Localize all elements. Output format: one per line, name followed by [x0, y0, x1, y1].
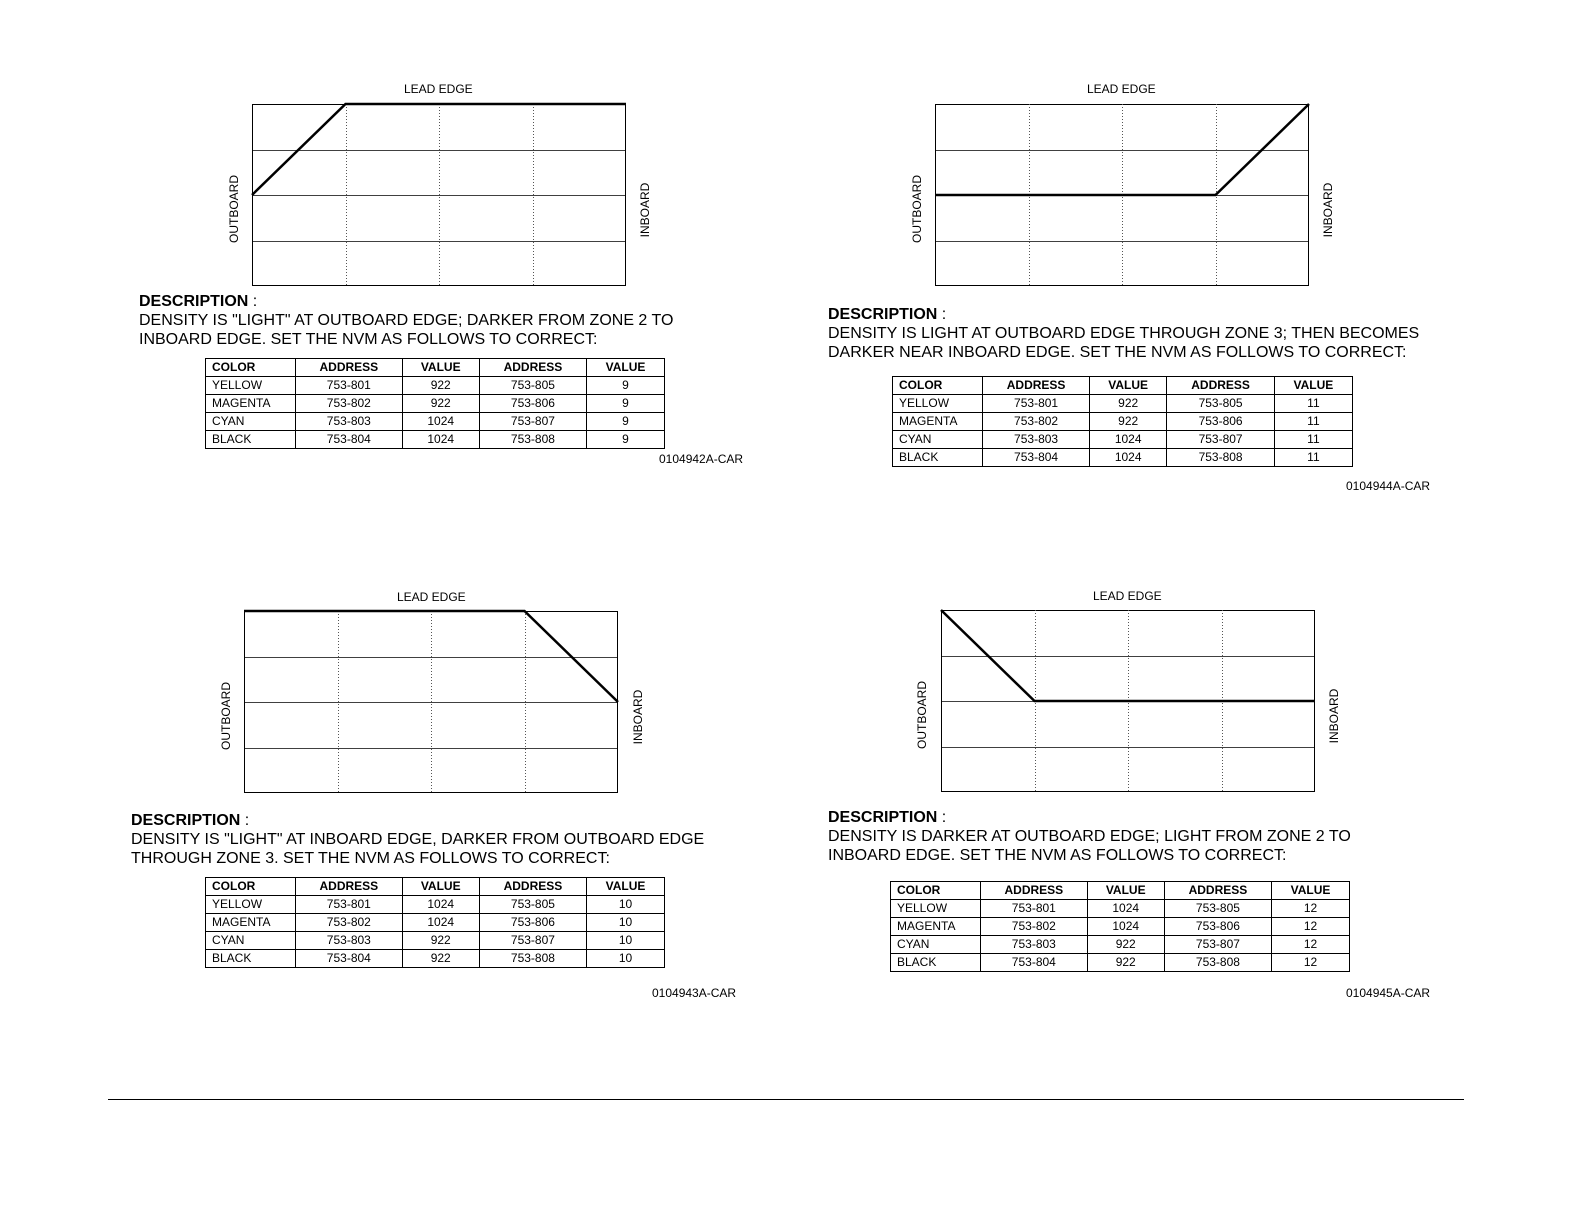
description-colon: : — [244, 812, 250, 829]
table-cell: 753-806 — [479, 914, 586, 932]
density-graph-svg — [244, 611, 618, 793]
column-header: ADDRESS — [981, 882, 1087, 900]
table-row — [206, 914, 665, 932]
table-cell: 1024 — [1089, 431, 1166, 449]
table-cell: 922 — [1089, 413, 1166, 431]
table-cell: 11 — [1274, 431, 1352, 449]
table-cell: MAGENTA — [206, 395, 296, 413]
table-cell: CYAN — [206, 413, 296, 431]
table-cell: 753-801 — [981, 900, 1087, 918]
table-cell: CYAN — [206, 932, 296, 950]
table-cell: 922 — [1087, 954, 1164, 972]
table-cell: 753-807 — [479, 932, 586, 950]
description — [828, 808, 1351, 865]
table-row — [893, 449, 1353, 467]
table-row — [891, 936, 1350, 954]
table-cell: 753-802 — [296, 914, 402, 932]
column-header: ADDRESS — [296, 359, 402, 377]
lead-edge-label: LEAD EDGE — [397, 590, 466, 604]
column-header: VALUE — [402, 359, 479, 377]
column-header: VALUE — [402, 878, 479, 896]
table-cell: CYAN — [891, 936, 981, 954]
table-cell: 753-802 — [296, 395, 402, 413]
table-cell: 9 — [586, 413, 664, 431]
table-row — [893, 413, 1353, 431]
nvm-table — [892, 376, 1353, 467]
nvm-table — [205, 877, 665, 968]
table-cell: 1024 — [1089, 449, 1166, 467]
table-cell: 1024 — [402, 896, 479, 914]
column-header: VALUE — [1271, 882, 1349, 900]
table-cell: 1024 — [1087, 918, 1164, 936]
column-header: COLOR — [893, 377, 983, 395]
table-cell: 753-807 — [1167, 431, 1274, 449]
table-cell: 753-808 — [1164, 954, 1271, 972]
table-cell: 922 — [1089, 395, 1166, 413]
table-cell: 753-808 — [479, 431, 586, 449]
table-cell: 753-808 — [1167, 449, 1274, 467]
description-line-2: INBOARD EDGE. SET THE NVM AS FOLLOWS TO CORRECT: — [828, 847, 1287, 864]
table-cell: 753-806 — [479, 395, 586, 413]
table-cell: 922 — [402, 950, 479, 968]
table-cell: 12 — [1271, 954, 1349, 972]
table-cell: YELLOW — [891, 900, 981, 918]
table-cell: 11 — [1274, 449, 1352, 467]
density-graph-svg — [941, 610, 1315, 792]
column-header: ADDRESS — [479, 359, 586, 377]
table-cell: 753-803 — [981, 936, 1087, 954]
table-cell: 9 — [586, 377, 664, 395]
figure-id: 0104943A-CAR — [652, 986, 737, 1000]
column-header: COLOR — [206, 359, 296, 377]
column-header: VALUE — [586, 878, 664, 896]
column-header: ADDRESS — [1167, 377, 1274, 395]
table-row — [891, 900, 1350, 918]
description-line-2: THROUGH ZONE 3. SET THE NVM AS FOLLOWS TO CORRECT: — [131, 850, 610, 867]
table-header-row — [206, 878, 665, 896]
table-cell: 753-805 — [479, 896, 586, 914]
description-colon: : — [941, 809, 947, 826]
table-cell: 12 — [1271, 918, 1349, 936]
inboard-label: INBOARD — [638, 182, 652, 238]
table-row — [206, 896, 665, 914]
description-line-2: DARKER NEAR INBOARD EDGE. SET THE NVM AS FOLLOWS TO CORRECT: — [828, 344, 1407, 361]
table-row — [206, 431, 665, 449]
description-heading: DESCRIPTION — [131, 812, 241, 829]
table-cell: 753-807 — [479, 413, 586, 431]
description-heading: DESCRIPTION — [828, 306, 938, 323]
table-cell: 753-805 — [1167, 395, 1274, 413]
table-row — [891, 918, 1350, 936]
table-row — [206, 413, 665, 431]
table-cell: YELLOW — [206, 896, 296, 914]
table-cell: 1024 — [402, 914, 479, 932]
description-line-2: INBOARD EDGE. SET THE NVM AS FOLLOWS TO CORRECT: — [139, 331, 598, 348]
table-cell: 9 — [586, 431, 664, 449]
nvm-table — [205, 358, 665, 449]
column-header: ADDRESS — [479, 878, 586, 896]
table-cell: 753-804 — [981, 954, 1087, 972]
table-cell: 753-803 — [983, 431, 1090, 449]
table-cell: BLACK — [891, 954, 981, 972]
figure-id: 0104944A-CAR — [1346, 479, 1431, 493]
description-colon: : — [941, 306, 947, 323]
description — [131, 811, 704, 868]
figure-id: 0104942A-CAR — [659, 452, 744, 466]
description — [828, 305, 1419, 362]
outboard-label: OUTBOARD — [219, 681, 233, 750]
table-cell: 922 — [402, 395, 479, 413]
density-graph — [935, 104, 1309, 286]
table-cell: 12 — [1271, 936, 1349, 954]
table-cell: 9 — [586, 395, 664, 413]
table-cell: 753-806 — [1167, 413, 1274, 431]
table-cell: 753-803 — [296, 413, 402, 431]
figure-id: 0104945A-CAR — [1346, 986, 1431, 1000]
table-cell: 753-801 — [296, 377, 402, 395]
table-cell: 753-804 — [296, 950, 402, 968]
lead-edge-label: LEAD EDGE — [404, 82, 473, 96]
table-row — [893, 431, 1353, 449]
table-cell: 10 — [586, 932, 664, 950]
inboard-label: INBOARD — [631, 689, 645, 745]
table-cell: BLACK — [206, 431, 296, 449]
table-cell: 753-802 — [983, 413, 1090, 431]
column-header: ADDRESS — [983, 377, 1090, 395]
lead-edge-label: LEAD EDGE — [1093, 589, 1162, 603]
table-cell: CYAN — [893, 431, 983, 449]
table-cell: 753-805 — [479, 377, 586, 395]
density-graph — [252, 104, 626, 286]
table-cell: 1024 — [402, 431, 479, 449]
table-cell: 10 — [586, 896, 664, 914]
column-header: COLOR — [891, 882, 981, 900]
table-header-row — [893, 377, 1353, 395]
lead-edge-label: LEAD EDGE — [1087, 82, 1156, 96]
table-cell: 753-806 — [1164, 918, 1271, 936]
table-row — [206, 395, 665, 413]
table-cell: 753-804 — [296, 431, 402, 449]
table-cell: 922 — [402, 932, 479, 950]
nvm-table — [890, 881, 1350, 972]
outboard-label: OUTBOARD — [227, 174, 241, 243]
density-graph — [941, 610, 1315, 792]
table-cell: 12 — [1271, 900, 1349, 918]
table-cell: MAGENTA — [891, 918, 981, 936]
column-header: VALUE — [1274, 377, 1352, 395]
column-header: ADDRESS — [1164, 882, 1271, 900]
density-graph — [244, 611, 618, 793]
table-cell: MAGENTA — [893, 413, 983, 431]
table-row — [206, 950, 665, 968]
table-cell: YELLOW — [206, 377, 296, 395]
table-row — [206, 932, 665, 950]
density-graph-svg — [935, 104, 1309, 286]
column-header: VALUE — [586, 359, 664, 377]
column-header: VALUE — [1087, 882, 1164, 900]
table-cell: 753-801 — [296, 896, 402, 914]
table-cell: 753-803 — [296, 932, 402, 950]
table-cell: 11 — [1274, 395, 1352, 413]
table-cell: 922 — [402, 377, 479, 395]
outboard-label: OUTBOARD — [910, 174, 924, 243]
table-cell: 753-801 — [983, 395, 1090, 413]
table-cell: 753-805 — [1164, 900, 1271, 918]
table-cell: BLACK — [206, 950, 296, 968]
table-cell: 753-802 — [981, 918, 1087, 936]
description-line-1: DENSITY IS "LIGHT" AT INBOARD EDGE, DARKER FROM OUTBOARD EDGE — [131, 831, 705, 848]
description-colon: : — [252, 293, 258, 310]
table-cell: BLACK — [893, 449, 983, 467]
description-line-1: DENSITY IS DARKER AT OUTBOARD EDGE; LIGHT FROM ZONE 2 TO — [828, 828, 1351, 845]
description-line-1: DENSITY IS "LIGHT" AT OUTBOARD EDGE; DARKER FROM ZONE 2 TO — [139, 312, 674, 329]
description — [139, 292, 673, 349]
column-header: VALUE — [1089, 377, 1166, 395]
table-cell: 922 — [1087, 936, 1164, 954]
table-cell: 11 — [1274, 413, 1352, 431]
footer-rule — [108, 1099, 1464, 1100]
inboard-label: INBOARD — [1327, 688, 1341, 744]
table-cell: 1024 — [1087, 900, 1164, 918]
table-cell: MAGENTA — [206, 914, 296, 932]
column-header: ADDRESS — [296, 878, 402, 896]
table-cell: 1024 — [402, 413, 479, 431]
table-cell: 753-807 — [1164, 936, 1271, 954]
table-row — [893, 395, 1353, 413]
description-line-1: DENSITY IS LIGHT AT OUTBOARD EDGE THROUGH ZONE 3; THEN BECOMES — [828, 325, 1420, 342]
description-heading: DESCRIPTION — [828, 809, 938, 826]
table-cell: 753-804 — [983, 449, 1090, 467]
density-graph-svg — [252, 104, 626, 286]
table-cell: YELLOW — [893, 395, 983, 413]
table-row — [206, 377, 665, 395]
table-cell: 10 — [586, 950, 664, 968]
description-heading: DESCRIPTION — [139, 293, 249, 310]
table-header-row — [891, 882, 1350, 900]
column-header: COLOR — [206, 878, 296, 896]
table-header-row — [206, 359, 665, 377]
table-cell: 753-808 — [479, 950, 586, 968]
inboard-label: INBOARD — [1321, 182, 1335, 238]
table-cell: 10 — [586, 914, 664, 932]
outboard-label: OUTBOARD — [915, 680, 929, 749]
table-row — [891, 954, 1350, 972]
